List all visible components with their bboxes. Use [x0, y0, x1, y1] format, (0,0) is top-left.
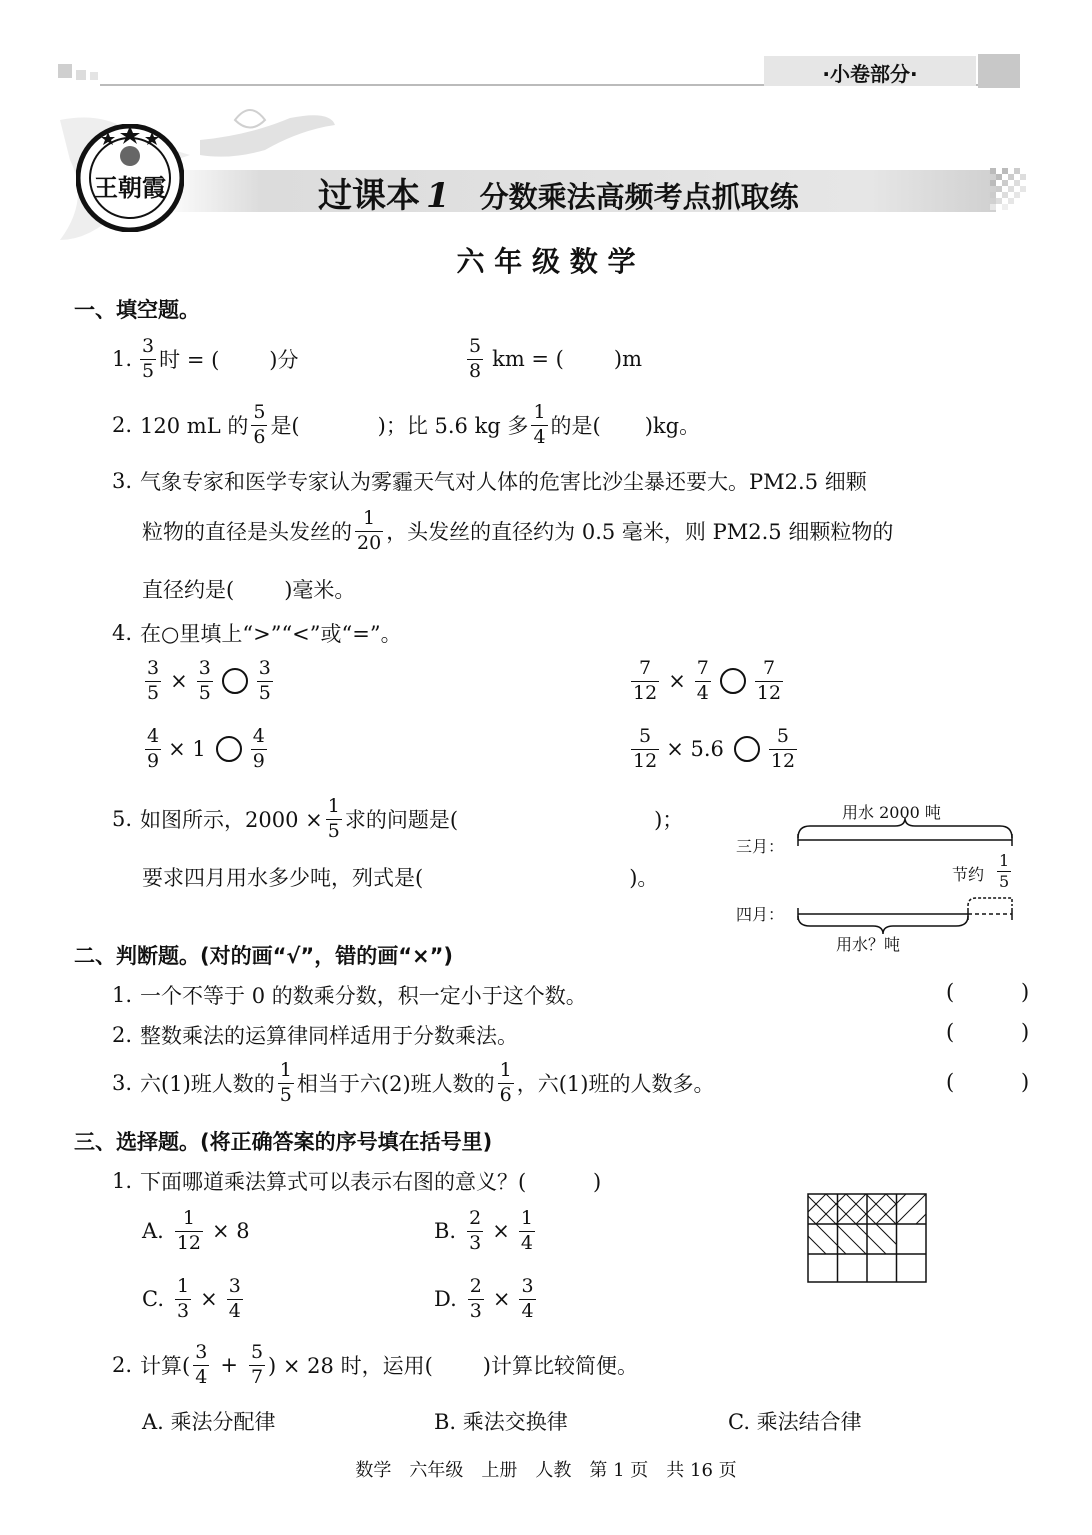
- text: 六(1)班人数的: [140, 1072, 275, 1097]
- s1-q1: [112, 336, 298, 383]
- option-label: C.: [142, 1287, 164, 1312]
- fraction: $\frac{1}{12}$: [176, 1207, 202, 1254]
- fraction: $\frac{3}{4}$: [195, 1341, 208, 1388]
- fraction: $\frac{5}{7}$: [250, 1341, 264, 1388]
- water-diagram: [730, 796, 1030, 956]
- s3-q1-A[interactable]: [142, 1208, 250, 1255]
- q-number: 3.: [112, 1071, 133, 1096]
- fraction: $\frac{3}{4}$: [228, 1275, 241, 1322]
- s1-q3-line2: [142, 508, 893, 555]
- text: 120 mL 的: [140, 414, 249, 439]
- fraction: $\frac{5}{8}$: [469, 335, 482, 382]
- text: 时 = (: [159, 348, 220, 373]
- text: 气象专家和医学专家认为雾霾天气对人体的危害比沙尘暴还要大。PM2.5 细颗: [140, 470, 867, 494]
- text: )m: [613, 347, 642, 372]
- text: )kg。: [644, 414, 701, 439]
- operator: ×: [200, 1287, 218, 1312]
- text: )计算比较简便。: [482, 1354, 638, 1379]
- header-tag-end: [978, 54, 1020, 88]
- fraction: $\frac{1}{5}$: [279, 1059, 292, 1106]
- logo-seal: [76, 124, 184, 232]
- text: 相当于六(2)班人数的: [296, 1072, 495, 1097]
- fraction: $\frac{3}{4}$: [521, 1275, 534, 1322]
- s1-q3-line1: [112, 466, 867, 496]
- option-label: B.: [434, 1219, 457, 1244]
- subject-title: 六 年 级 数 学: [456, 245, 636, 278]
- fraction: $\frac{5}{12}$: [633, 725, 658, 772]
- lesson-label: 过课本: [318, 176, 420, 216]
- page-footer: 数学 六年级 上册 人教 第 1 页 共 16 页: [355, 1460, 737, 1481]
- q-number: 1.: [112, 983, 133, 1007]
- s3-q2-A[interactable]: A. 乘法分配律: [142, 1410, 276, 1434]
- lesson-title: 分数乘法高频考点抓取练: [479, 180, 799, 214]
- q-number: 4.: [112, 621, 133, 645]
- text: 直径约是(: [142, 578, 235, 602]
- fraction: $\frac{4}{9}$: [147, 725, 160, 772]
- answer-bracket[interactable]: ( ): [946, 1020, 1030, 1044]
- fraction: $\frac{7}{12}$: [633, 657, 658, 704]
- operator: ×: [492, 1219, 510, 1244]
- s1-q5-line2: [142, 862, 658, 892]
- s3-q2-C[interactable]: C. 乘法结合律: [728, 1410, 862, 1434]
- fraction: $\frac{5}{12}$: [770, 725, 796, 772]
- q-number: 2.: [112, 1353, 133, 1378]
- answer-bracket[interactable]: ( ): [946, 980, 1030, 1004]
- section1-title: 一、填空题。: [74, 298, 200, 322]
- s3-q2-B[interactable]: B. 乘法交换律: [434, 1410, 568, 1434]
- q-number: 5.: [112, 807, 133, 832]
- compare-circle[interactable]: [216, 736, 242, 762]
- text: 如图所示，2000 ×: [140, 808, 323, 833]
- lesson-heading: [318, 168, 799, 217]
- s3-q1-D[interactable]: [434, 1276, 539, 1323]
- s2-q2: [112, 1020, 518, 1050]
- header-tag: ·小卷部分·: [822, 62, 918, 86]
- s1-q4: [112, 618, 402, 648]
- s1-q4-c: [142, 726, 270, 773]
- answer-bracket[interactable]: ( ): [946, 1070, 1030, 1094]
- fraction: $\frac{7}{4}$: [696, 657, 709, 704]
- operator: ×: [668, 669, 686, 694]
- text: 粒物的直径是头发丝的: [142, 520, 352, 545]
- logo-text: 王朝霞: [94, 173, 166, 202]
- fraction: $\frac{2}{3}$: [469, 1275, 482, 1322]
- bottom-label: 用水？吨: [836, 935, 901, 954]
- section2-title: 二、判断题。(对的画“√”，错的画“×”): [74, 944, 454, 968]
- fraction: $\frac{1}{5}$: [327, 795, 340, 842]
- s1-q4-a: [142, 658, 276, 705]
- s3-q1: [112, 1166, 601, 1196]
- fraction: $\frac{3}{5}$: [142, 335, 155, 382]
- s1-q2: [112, 402, 700, 449]
- fraction: $\frac{5}{6}$: [253, 401, 266, 448]
- compare-circle[interactable]: [720, 668, 746, 694]
- q-number: 2.: [112, 1023, 133, 1047]
- text: )毫米。: [284, 578, 356, 602]
- compare-circle[interactable]: [222, 668, 248, 694]
- text: )。: [629, 866, 659, 890]
- text: 是(: [270, 414, 300, 439]
- text: 计算(: [140, 1354, 191, 1379]
- checker-decoration: [990, 168, 1026, 214]
- fraction: $\frac{1}{3}$: [177, 1275, 190, 1322]
- s2-q1: [112, 980, 587, 1010]
- q-number: 1.: [112, 347, 133, 372]
- s1-q5: [112, 796, 683, 843]
- april-label: 四月：: [736, 905, 785, 924]
- text: )分: [269, 348, 299, 373]
- text: ) × 28 时，运用(: [268, 1354, 433, 1379]
- option-label: A.: [142, 1219, 164, 1244]
- operator: ×: [492, 1287, 511, 1312]
- s1-q1b: [464, 336, 642, 383]
- operator: +: [220, 1353, 238, 1378]
- fraction: $\frac{2}{3}$: [469, 1207, 482, 1254]
- operator: ×: [170, 669, 188, 694]
- operator: × 1: [168, 737, 206, 762]
- operator: × 8: [212, 1219, 250, 1244]
- fraction: $\frac{3}{5}$: [258, 657, 271, 704]
- fraction: $\frac{1}{20}$: [357, 507, 382, 554]
- section3-title: 三、选择题。(将正确答案的序号填在括号里): [74, 1130, 493, 1154]
- operator: × 5.6: [666, 737, 724, 762]
- s3-q2: [112, 1342, 638, 1389]
- text: km = (: [492, 347, 564, 372]
- fraction: $\frac{3}{5}$: [147, 657, 160, 704]
- fraction: $\frac{1}{6}$: [499, 1059, 512, 1106]
- diagram-lines: [730, 796, 1030, 956]
- lesson-number: 1: [426, 176, 450, 216]
- text: 要求四月用水多少吨，列式是(: [142, 866, 424, 890]
- top-label: 用水 2000 吨: [842, 803, 941, 822]
- s1-q4-b: [628, 658, 786, 705]
- fraction: $\frac{1}{4}$: [520, 1207, 533, 1254]
- fraction: $\frac{4}{9}$: [252, 725, 265, 772]
- s3-q1-C[interactable]: [142, 1276, 246, 1323]
- s1-q4-d: [628, 726, 800, 773]
- save-fraction: $\frac{1}{5}$: [999, 851, 1010, 892]
- text: 一个不等于 0 的数乘分数，积一定小于这个数。: [140, 984, 587, 1008]
- text: ，头发丝的直径约为 0.5 毫米，则 PM2.5 细颗粒物的: [386, 520, 894, 545]
- save-label: 节约: [952, 865, 985, 884]
- text: ，六(1)班的人数多。: [516, 1072, 715, 1097]
- q-number: 2.: [112, 413, 133, 438]
- q-number: 1.: [112, 1169, 133, 1193]
- fraction: $\frac{7}{12}$: [756, 657, 782, 704]
- text: )；比 5.6 kg 多: [377, 414, 529, 439]
- text: 整数乘法的运算律同样适用于分数乘法。: [140, 1024, 519, 1048]
- text: )；: [654, 808, 684, 833]
- text: 在○里填上“>”“<”或“=”。: [140, 622, 402, 646]
- fraction: $\frac{1}{4}$: [533, 401, 546, 448]
- compare-circle[interactable]: [734, 736, 760, 762]
- option-label: D.: [434, 1287, 457, 1312]
- s1-q3-line3: [142, 574, 355, 604]
- text: 求的问题是(: [344, 808, 459, 833]
- s3-q1-B[interactable]: [434, 1208, 538, 1255]
- grid-figure: [806, 1192, 928, 1284]
- s2-q3: [112, 1060, 714, 1107]
- fraction: $\frac{3}{5}$: [198, 657, 211, 704]
- march-label: 三月：: [736, 837, 785, 856]
- q-number: 3.: [112, 469, 133, 493]
- text: 的是(: [550, 414, 601, 439]
- text: 下面哪道乘法算式可以表示右图的意义？( ): [140, 1170, 602, 1194]
